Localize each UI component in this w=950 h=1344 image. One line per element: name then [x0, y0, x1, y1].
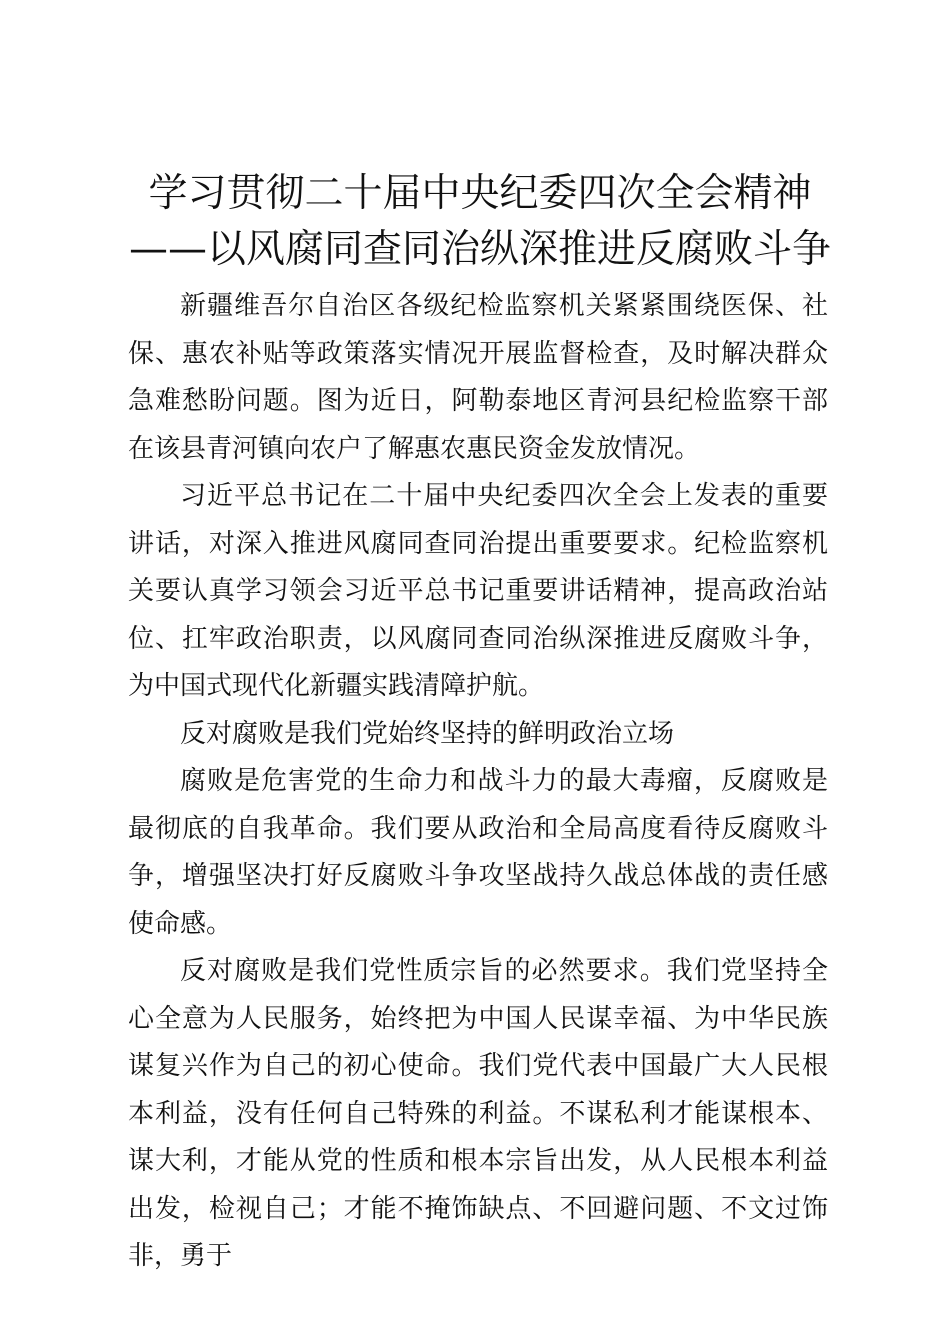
paragraph-4: 反对腐败是我们党性质宗旨的必然要求。我们党坚持全心全意为人民服务，始终把为中国人民谋幸福、为中华民族谋复兴作为自己的初心使命。我们党代表中国最广大人民根本利益，没有任何自己特殊的利益。不谋私利才能谋根本、谋大利，才能从党的性质和根本宗旨出发，从人民根本利益出发，检视自己；才能不掩饰缺点、不回避问题、不文过饰非，勇于	[128, 956, 828, 1271]
paragraph-2: 习近平总书记在二十届中央纪委四次全会上发表的重要讲话，对深入推进风腐同查同治提出重要要求。纪检监察机关要认真学习领会习近平总书记重要讲话精神，提高政治站位、扛牢政治职责，以风腐同查同治纵深推进反腐败斗争，为中国式现代化新疆实践清障护航。	[128, 481, 828, 701]
paragraph-3: 腐败是危害党的生命力和战斗力的最大毒瘤，反腐败是最彻底的自我革命。我们要从政治和全局高度看待反腐败斗争，增强坚决打好反腐败斗争攻坚战持久战总体战的责任感使命感。	[128, 766, 828, 939]
section-heading: 反对腐败是我们党始终坚持的鲜明政治立场	[180, 718, 675, 749]
document-title: 学习贯彻二十届中央纪委四次全会精神——以风腐同查同治纵深推进反腐败斗争	[128, 171, 831, 272]
paragraph-1: 新疆维吾尔自治区各级纪检监察机关紧紧围绕医保、社保、惠农补贴等政策落实情况开展监督检查，及时解决群众急难愁盼问题。图为近日，阿勒泰地区青河县纪检监察干部在该县青河镇向农户了解惠农惠民资金发放情况。	[128, 291, 828, 464]
document-body	[128, 283, 828, 1281]
